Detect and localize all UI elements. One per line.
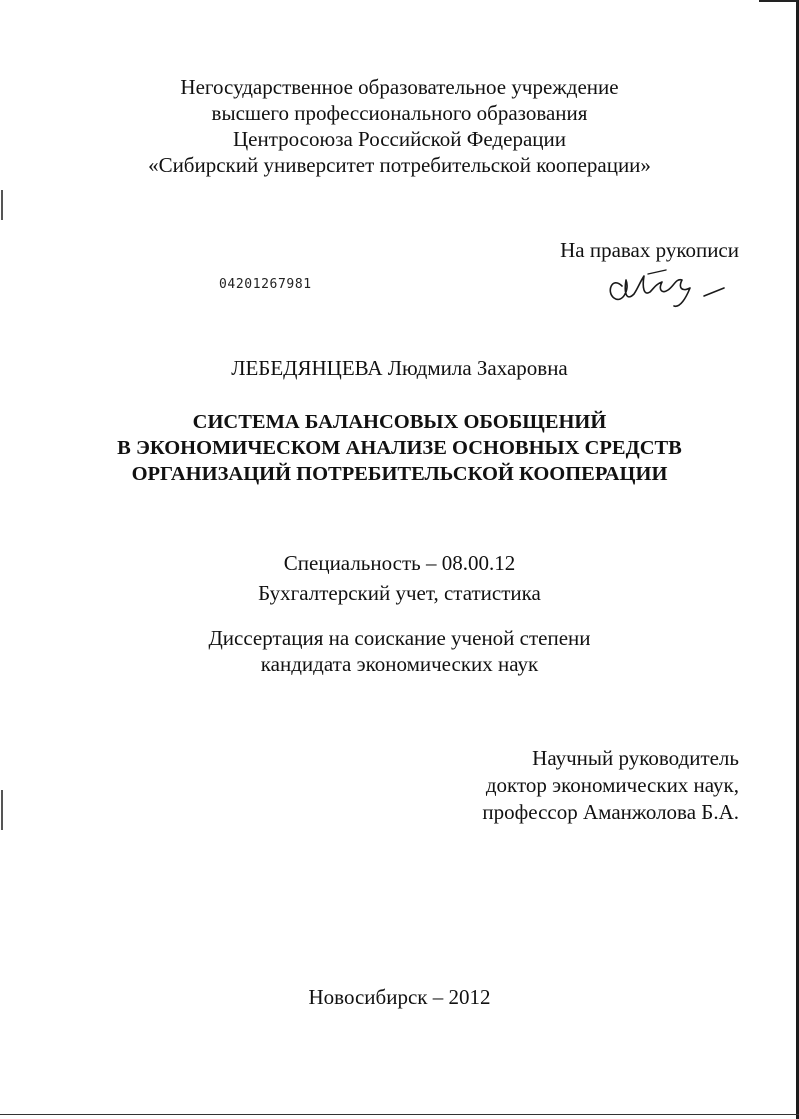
scan-border-bottom [0,1114,799,1115]
institution-line: Центросоюза Российской Федерации [233,127,566,151]
manuscript-rights-note: На правах рукописи [560,238,739,262]
institution-line: Негосударственное образовательное учреждение [180,75,619,99]
place-year: Новосибирск – 2012 [308,985,491,1009]
scan-corner-mark [759,0,799,12]
advisor-line: Научный руководитель [532,746,739,770]
specialty-code: Специальность – 08.00.12 [283,551,516,575]
dissertation-title [0,409,799,487]
author-name-block [0,355,799,381]
institution-line: высшего профессионального образования [211,101,588,125]
catalog-number: 04201267981 [219,277,312,292]
scan-speck [1,790,3,830]
advisor-block [482,745,739,826]
signature-icon [604,262,734,312]
specialty-name: Бухгалтерский учет, статистика [258,581,541,605]
degree-line: Диссертация на соискание ученой степени [208,626,591,650]
institution-line: «Сибирский университет потребительской кооперации» [148,153,651,177]
advisor-line: профессор Аманжолова Б.А. [482,800,739,824]
title-line: В ЭКОНОМИЧЕСКОМ АНАЛИЗЕ ОСНОВНЫХ СРЕДСТВ [117,437,682,459]
title-line: ОРГАНИЗАЦИЙ ПОТРЕБИТЕЛЬСКОЙ КООПЕРАЦИИ [131,463,668,485]
specialty-block [0,548,799,608]
advisor-line: доктор экономических наук, [485,773,739,797]
author-name: ЛЕБЕДЯНЦЕВА Людмила Захаровна [231,356,568,380]
degree-block [0,625,799,677]
scan-speck [1,190,3,220]
degree-line: кандидата экономических наук [260,652,539,676]
institution-header [0,74,799,178]
place-year-block [0,984,799,1010]
title-line: СИСТЕМА БАЛАНСОВЫХ ОБОБЩЕНИЙ [192,411,607,433]
